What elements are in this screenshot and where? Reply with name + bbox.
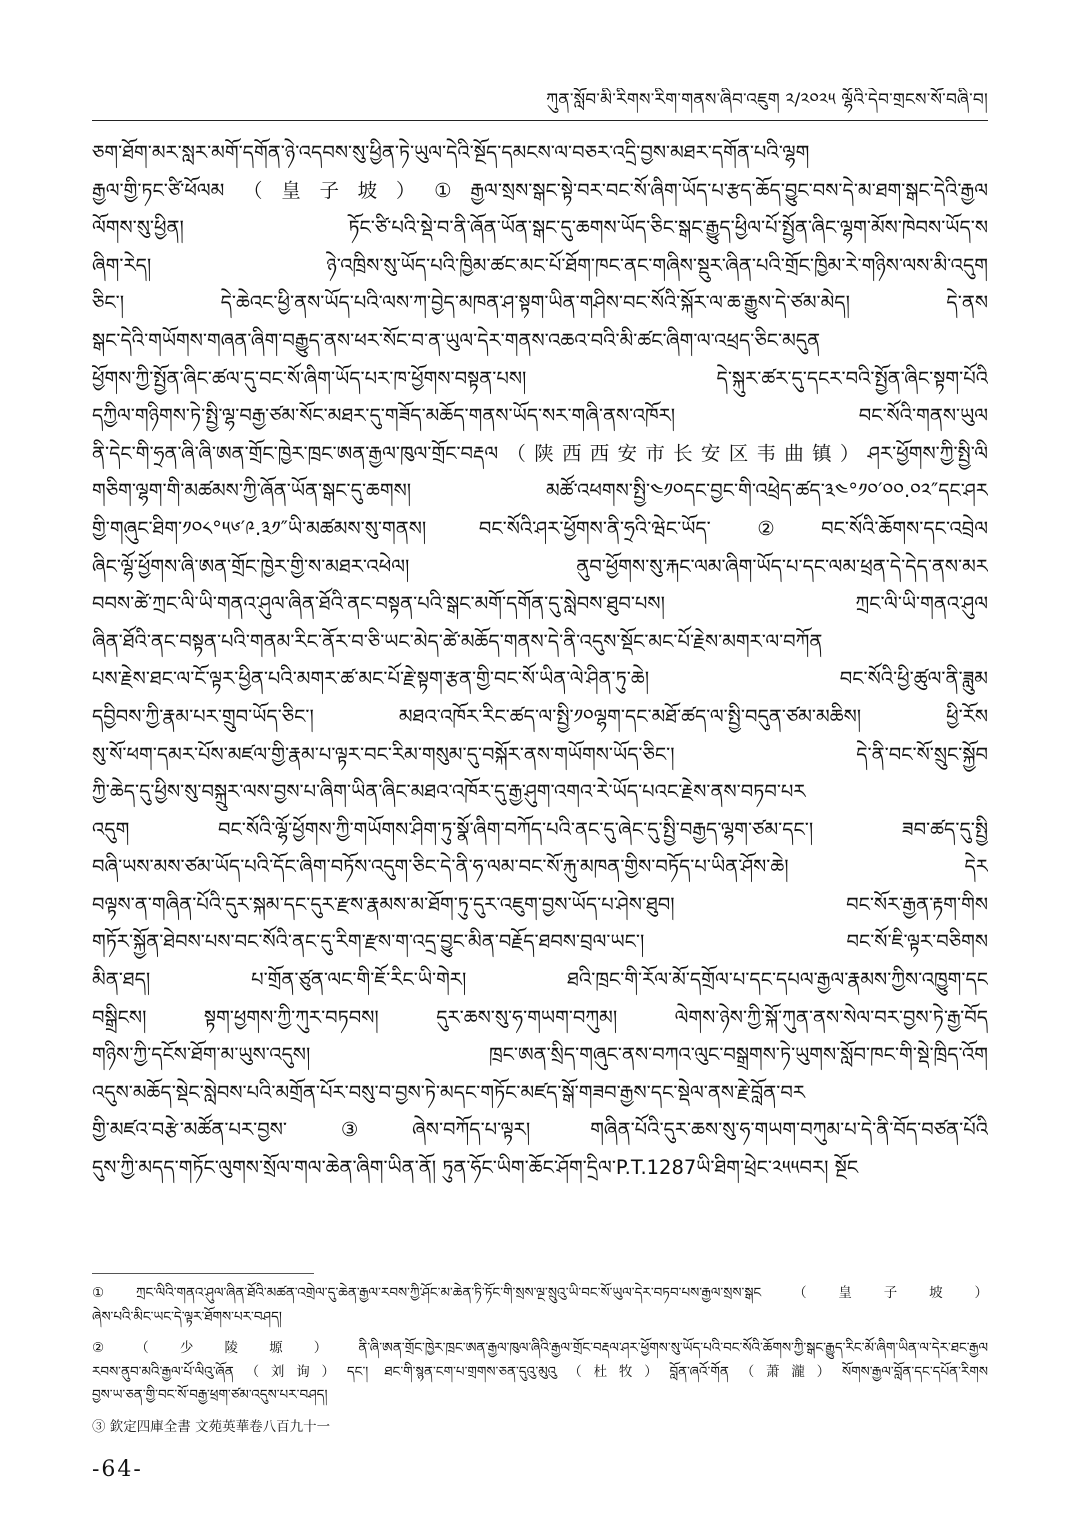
footnote-3 (92, 1416, 988, 1440)
footnote-line: ཞེས་པའི་མིང་ཡང་དེ་ལྟར་ཐོགས་པར་བཤད། (92, 1308, 282, 1325)
footnotes (92, 1282, 988, 1439)
footnote-line: ①ཀྲང་ལིའི་གནའ་ཤུལ་ཞིན་ཐོའི་མཚན་འགྲེལ་དུ་ཆེན་རྒྱལ་རབས་ཀྱི་ཤོང་མ་ཆེན་ཏི་ཏོང་གི་སྲས་ལྔ་སྲུའུ་ཡི་བང་སོ་ཡུལ་དེར་བཏབ་པས་རྒྱལ་སྲས་སྒང（皇子坡） (92, 1285, 988, 1301)
body-line: ཞིང་ལྷོ་ཕྱོགས་ཞི་ཨན་གྲོང་ཁྱེར་གྱི་ས་མཐར་འཕེལ། ནུབ་ཕྱོགས་སུ་རྐང་ལམ་ཞིག་ཡོད་པ་དང་ལམ་ཕྲན་དེ་དེད་ནས་མར (92, 554, 988, 578)
body-line: འདུས་མཆོད་སྡེང་སླེབས་པའི་མགྲོན་པོར་བསུ་བ་བྱས་ཏེ་མདང་གཏོང་མཛད་སྒོ་གཟབ་རྒྱས་དང་སྡེལ་ནས་རྗེ་བློན་བར (92, 1080, 806, 1104)
body-line: བབས་ཚེ་ཀྲང་ལི་ཡི་གནའ་ཤུལ་ཞིན་ཐོའི་ནང་བསྟན་པའི་སྒང་མགོ་དགོན་དུ་སླེབས་ཐུབ་པས། ཀྲང་ལི་ཡི་གནའ་ཤུལ (92, 592, 988, 616)
body-line: སུ་སོ་ཕག་དམར་པོས་མཛལ་གྱི་རྣམ་པ་ལྟར་བང་རིམ་གསུམ་དུ་བསྐོར་ནས་གཡོགས་ཡོད་ཅིང་། དེ་ནི་བང་སོ་སྲུང་སྐྱོབ (92, 742, 988, 766)
body-text (92, 134, 988, 1187)
body-line: ཞིན་ཐོའི་ནང་བསྟན་པའི་གནམ་རིང་ནོར་བ་ཅི་ཡང་མེད་ཚེ་མཆོད་གནས་དེ་ནི་འདུས་སྡོང་མང་པོ་རྗེས་མགར་ལ་བཀོན (92, 629, 823, 653)
footnote-line: ③ 欽定四庫全書 文苑英華卷八百九十一 (92, 1418, 331, 1435)
body-line: ཞིག་རེད། ཉེ་འཁྲིས་སུ་ཡོད་པའི་ཁྱིམ་ཚང་མང་པོ་ཐོག་ཁང་ནང་གཞིས་སྡུར་ཞིན་པའི་གྲོང་ཁྱིམ་རེ་གཉིས་ལས་མི་འདུག (92, 253, 988, 277)
running-header (92, 88, 988, 121)
body-line: བསྒྲིངས། སྟག་ཕྱགས་ཀྱི་ཀུར་བཏབས། དུར་ཆས་སུ་ཧ་གཡག་བཀུམ། ལེགས་ཉེས་ཀྱི་སྐོ་ཀུན་ནས་སེལ་བར་བྱས་ཏེ་རྒྱ་བོད (92, 1005, 988, 1029)
body-line: གྱི་མཛའ་བརྩེ་མཚོན་པར་བྱས་③ཞེས་བཀོད་པ་ལྟར། གཞིན་པོའི་དུར་ཆས་སུ་ཧ་གཡག་བཀུམ་པ་དེ་ནི་བོད་བཙན་པོའི (92, 1118, 988, 1142)
footnote-1 (92, 1282, 988, 1329)
body-line: ཅག་ཐོག་མར་སླར་མགོ་དགོན་ཉེ་འདབས་སུ་ཕྱིན་ཏེ་ཡུལ་དེའི་སྔོད་དམངས་ལ་བཅར་འདྲི་བྱས་མཐར་དགོན་པའི་ལྷག (92, 141, 810, 164)
body-line: རྒྱལ་གྱི་ཏང་ཙི་ཕོལམ（皇子坡）①རྒྱལ་སྲས་སྒང་སྟེ་བར་བང་སོ་ཞིག་ཡོད་པ་རྩད་ཆོད་བྱུང་བས་དེ་མ་ཐག་སྒང་དེའི་རྒྱལ (92, 178, 988, 202)
body-line: ལོགས་སུ་ཕྱིན། ཏོང་ཙི་པའི་སྡེ་བ་ནི་ཞོན་ཡོན་སྒང་དུ་ཆགས་ཡོད་ཅིང་སྒང་རྒྱུད་ཕྱིལ་པོ་སྤྱོན་ཞིང་ལྷག་མོས་ཁེབས་ཡོད་ས (92, 216, 988, 240)
body-line: ཅིང་། དེ་ཆེའང་ཕྱི་ནས་ཡོད་པའི་ལས་ཀ་བྱེད་མཁན་ཤ་སྟག་ཡིན་གཤིས་བང་སོའི་སྐོར་ལ་ཆ་རྒྱུས་དེ་ཙམ་མེད། དེ་ནས (92, 291, 988, 315)
body-line: སྒང་དེའི་གཡོགས་གཞན་ཞིག་བརྒྱུད་ནས་ཕར་སོང་བ་ན་ཡུལ་དེར་གནས་འཆའ་བའི་མི་ཚང་ཞིག་ལ་འཕྲད་ཅིང་མདུན (92, 328, 821, 352)
footnote-divider (92, 1273, 314, 1274)
footnote-line: ②（少陵塬）ནི་ཞི་ཨན་གྲོང་ཁྱེར་ཁྲང་ཨན་རྒྱལ་ཁུལ་ཞིའི་རྒྱལ་གྲོང་བརྡལ་ཤར་ཕྱོགས་སུ་ཡོད་པའི་བང་སོའི་ཆོགས་ཀྱི་སྒང་རྒྱུད་རིང་མོ་ཞིག་ཡིན་ལ་དེར་ཐང་རྒྱལ (92, 1340, 988, 1356)
body-line: ནི་དེང་གི་ཧྲན་ཞི་ཞི་ཨན་གྲོང་ཁྱེར་ཁྲང་ཨན་རྒྱལ་ཁུལ་གྲོང་བརྡལ（陕西西安市长安区韦曲镇）ཤར་ཕྱོགས་ཀྱི་སྤྱི་ལི (92, 441, 988, 465)
running-header-text: ཀུན་སློབ་མི་རིགས་རིག་གནས་ཞིབ་འཇུག ༢/༢༠༢༥ ལྷོའི་དེབ་གྲངས་སོ་བཞི་བ། (546, 90, 988, 110)
body-line: བཞི་ཡས་མས་ཙམ་ཡོད་པའི་དོང་ཞིག་བཏོས་འདུག་ཅིང་དེ་ནི་ཧ་ལམ་བང་སོ་རྐུ་མཁན་གྱིས་བཏོད་པ་ཡིན་ཤོས་ཆེ། དེར (92, 855, 988, 879)
page-number: -64- (92, 1457, 143, 1482)
body-line: གཉིས་ཀྱི་དངོས་ཐོག་མ་ཡུས་འདུས། ཁྲང་ཨན་སྲིད་གཞུང་ནས་བཀའ་ལུང་བསྒྲགས་ཏེ་ཡུགས་སློབ་ཁང་གི་སྡེ་ཁྲིད་འོག (92, 1043, 988, 1067)
body-line: གྱི་གཞུང་ཐིག་༡༠༨°༥༦′༩.༣༡″ཡི་མཚམས་སུ་གནས། བང་སོའི་ཤར་ཕྱོགས་ནི་ཧྲའི་ཝེང་ཡོད་②བང་སོའི་ཆོགས་དང་འབྲེལ (92, 516, 988, 540)
body-line: དུས་ཀྱི་མདད་གཏོང་ལུགས་སྲོལ་གལ་ཆེན་ཞིག་ཡིན་ནོ། ཏུན་ཧོང་ཡིག་ཆོང་ཤོག་དྲིལ་P.T.1287ཡི་ཐིག་ཕྲེང་༢༥༥བར། སྔོང (92, 1156, 859, 1180)
body-line: གཏོར་སྐྱོན་ཐེབས་པས་བང་སོའི་ནང་དུ་རིག་རྫས་ག་འདྲ་བྱུང་མིན་བརྗོད་ཐབས་བྲལ་ཡང་། བང་སོ་ཇི་ལྟར་བཅིགས (92, 930, 988, 954)
footnote-2 (92, 1337, 988, 1408)
body-line: གཅིག་ལྷག་གི་མཚམས་ཀྱི་ཞོན་ཡོན་སྒང་དུ་ཆགས། མཚོ་འཕགས་སྤྱི་༤༡༠དང་བྱང་གི་འཕྲེད་ཚད་༣༤°༡༠′༠༠.༠༢″དང་ཤར (92, 479, 988, 503)
footnote-line: རབས་ནུབ་མའི་རྒྱལ་པོ་ལིའུ་ཞོན（刘询）དང་། ཐང་གི་སྙན་ངག་པ་གྲགས་ཅན་དུའུ་མུའུ（杜牧）བློན་ཞའོ་གོན（萧瀧）སོགས་རྒྱལ་བློན་དང་དཔོན་རིགས (92, 1363, 988, 1380)
body-line: བལྟས་ན་གཞིན་པོའི་དུར་སྐམ་དང་དུར་རྫས་རྣམས་མ་ཐོག་ཏུ་དུར་འཇུག་བྱས་ཡོད་པ་ཤེས་ཐུབ། བང་སོར་རྒྱན་རྟག་གིས (92, 892, 988, 916)
body-line: དབྱིབས་ཀྱི་རྣམ་པར་གྲུབ་ཡོད་ཅིང་། མཐའ་འཁོར་རིང་ཚད་ལ་སྤྱི་༡༠ལྷག་དང་མཐོ་ཚད་ལ་སྤྱི་བདུན་ཙམ་མཆིས། ཕྱི་རོས (92, 704, 988, 728)
body-line: ཀྱི་ཆེད་དུ་ཕྱིས་སུ་བསྐྲུར་ལས་བྱས་པ་ཞིག་ཡིན་ཞིང་མཐའ་འཁོར་དུ་རྒྱ་ཤུག་འགའ་རེ་ཡོད་པའང་རྗེས་ནས་བཏབ་པར (92, 780, 806, 804)
body-line: པས་རྗེས་ཐང་ལ་ངོ་ལྟར་ཕྱིན་པའི་མགར་ཚ་མང་པོ་རྗེ་སྟག་རྩན་གྱི་བང་སོ་ཡིན་ལེ་ཤིན་ཏུ་ཆེ། བང་སོའི་ཕྱི་ཚུལ་ནི་ཟླུམ (92, 667, 988, 691)
footnote-line: བྱས་ཡ་ཅན་གྱི་བང་སོ་བརྒྱ་ཕྲག་ཙམ་འདུས་པར་བཤད། (92, 1387, 328, 1403)
body-line: འདུག བང་སོའི་ལྷོ་ཕྱོགས་ཀྱི་གཡོགས་ཤིག་ཏུ་སྣོ་ཞིག་བཀོད་པའི་ནང་དུ་ཞེང་དུ་སྤྱི་བརྒྱད་ལྷག་ཙམ་དང་། ཟབ་ཚད་དུ་སྤྱི (92, 817, 988, 841)
body-line: ཕྱོགས་ཀྱི་སྤྱོན་ཞིང་ཚལ་དུ་བང་སོ་ཞིག་ཡོད་པར་ཁ་ཕྱོགས་བསྟན་པས། དེ་སྐུར་ཚར་དུ་དངར་བའི་སྤྱོན་ཞིང་སྟག་པོའི (92, 366, 988, 390)
body-line: དཀྱིལ་གཉིགས་ཏེ་སྤྱི་ལྷ་བརྒྱ་ཙམ་སོང་མཐར་དུ་གཟོད་མཆོད་གནས་ཡོད་སར་གཞི་ནས་འཁོར། བང་སོའི་གནས་ཡུལ (92, 404, 988, 428)
body-line: མིན་ཐད། པ་གྲོན་ཙུན་ལང་གི་ཇོ་རིང་ཡི་གེར། ཐའི་ཁྲང་གི་རོལ་མོ་དགྲོལ་པ་དང་དཔལ་རྒྱལ་རྣམས་ཀྱིས་འཁྱུག་དང (92, 968, 988, 992)
